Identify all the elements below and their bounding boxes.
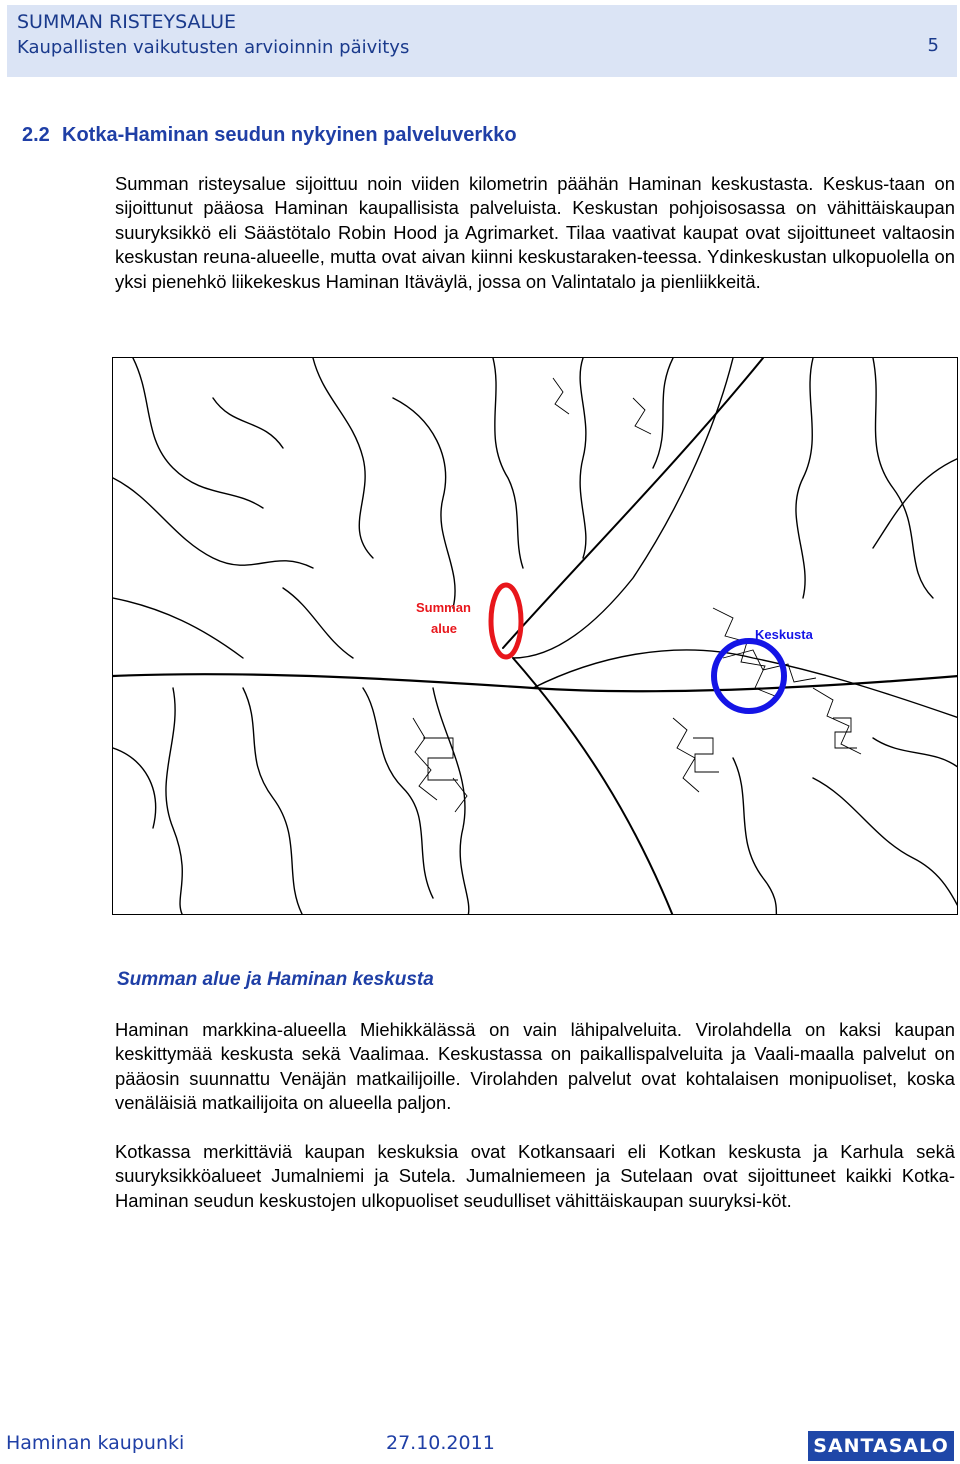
summan-area-marker [491,585,521,657]
paragraph-kotka: Kotkassa merkittäviä kaupan keskuksia ovat Kotkansaari eli Kotkan keskusta ja Karhula sekä suuryksikköalueet Jumalniemi ja Sutela. Jumalniemeen ja Sutelaan ovat sijoittuneet kaikki Kotka-Haminan seudun keskustojen ulkopuoliset seudulliset vähittäiskaupan suuryksi-köt. [115,1141,955,1211]
paragraph-market-area: Haminan markkina-alueella Miehikkälässä on vain lähipalveluita. Virolahdella on kaksi kaupan keskittymää keskusta sekä Vaalimaa. Keskustassa on paikallispalveluita ja Vaali-maalla palvelut on pääosin suunnattu Venäjän matkailijoille. Virolahden palvelut ovat kohtalaisen monipuoliset, koska venäläisiä matkailijoita on alueella paljon. [115,1019,955,1114]
footer-date: 27.10.2011 [386,1432,495,1454]
page-header [7,5,957,77]
document-subtitle: Kaupallisten vaikutusten arvioinnin päivitys [17,37,410,58]
label-keskusta: Keskusta [755,627,813,642]
santasalo-logo: SANTASALO [808,1431,954,1461]
figure-caption: Summan alue ja Haminan keskusta [117,969,434,990]
document-title: SUMMAN RISTEYSALUE [17,11,237,33]
label-summan-line1: Summan [416,600,471,615]
footer-city: Haminan kaupunki [6,1432,185,1454]
section-title: Kotka-Haminan seudun nykyinen palveluverkko [62,124,517,146]
section-heading [22,124,517,147]
paragraph-intro: Summan risteysalue sijoittuu noin viiden kilometrin päähän Haminan keskustasta. Keskus-taan on sijoittunut pääosa Haminan kaupallisista palveluista. Keskustan pohjoisosassa on vähittäiskaupan suuryksikkö eli Säästötalo Robin Hood ja Agrimarket. Tilaa vaativat kaupat ovat sijoittuneet valtaosin keskustan reuna-alueelle, mutta ovat aivan kiinni keskustaraken-teessa. Ydinkeskustan ulkopuolella on yksi pienehkö liikekeskus Haminan Itäväylä, jossa on Valintatalo ja pienliikkeitä. [115,173,955,292]
section-number: 2.2 [22,124,50,146]
page-number: 5 [927,35,939,56]
map-drawing [113,358,958,915]
label-summan-line2: alue [431,621,458,636]
map-figure [112,357,958,915]
